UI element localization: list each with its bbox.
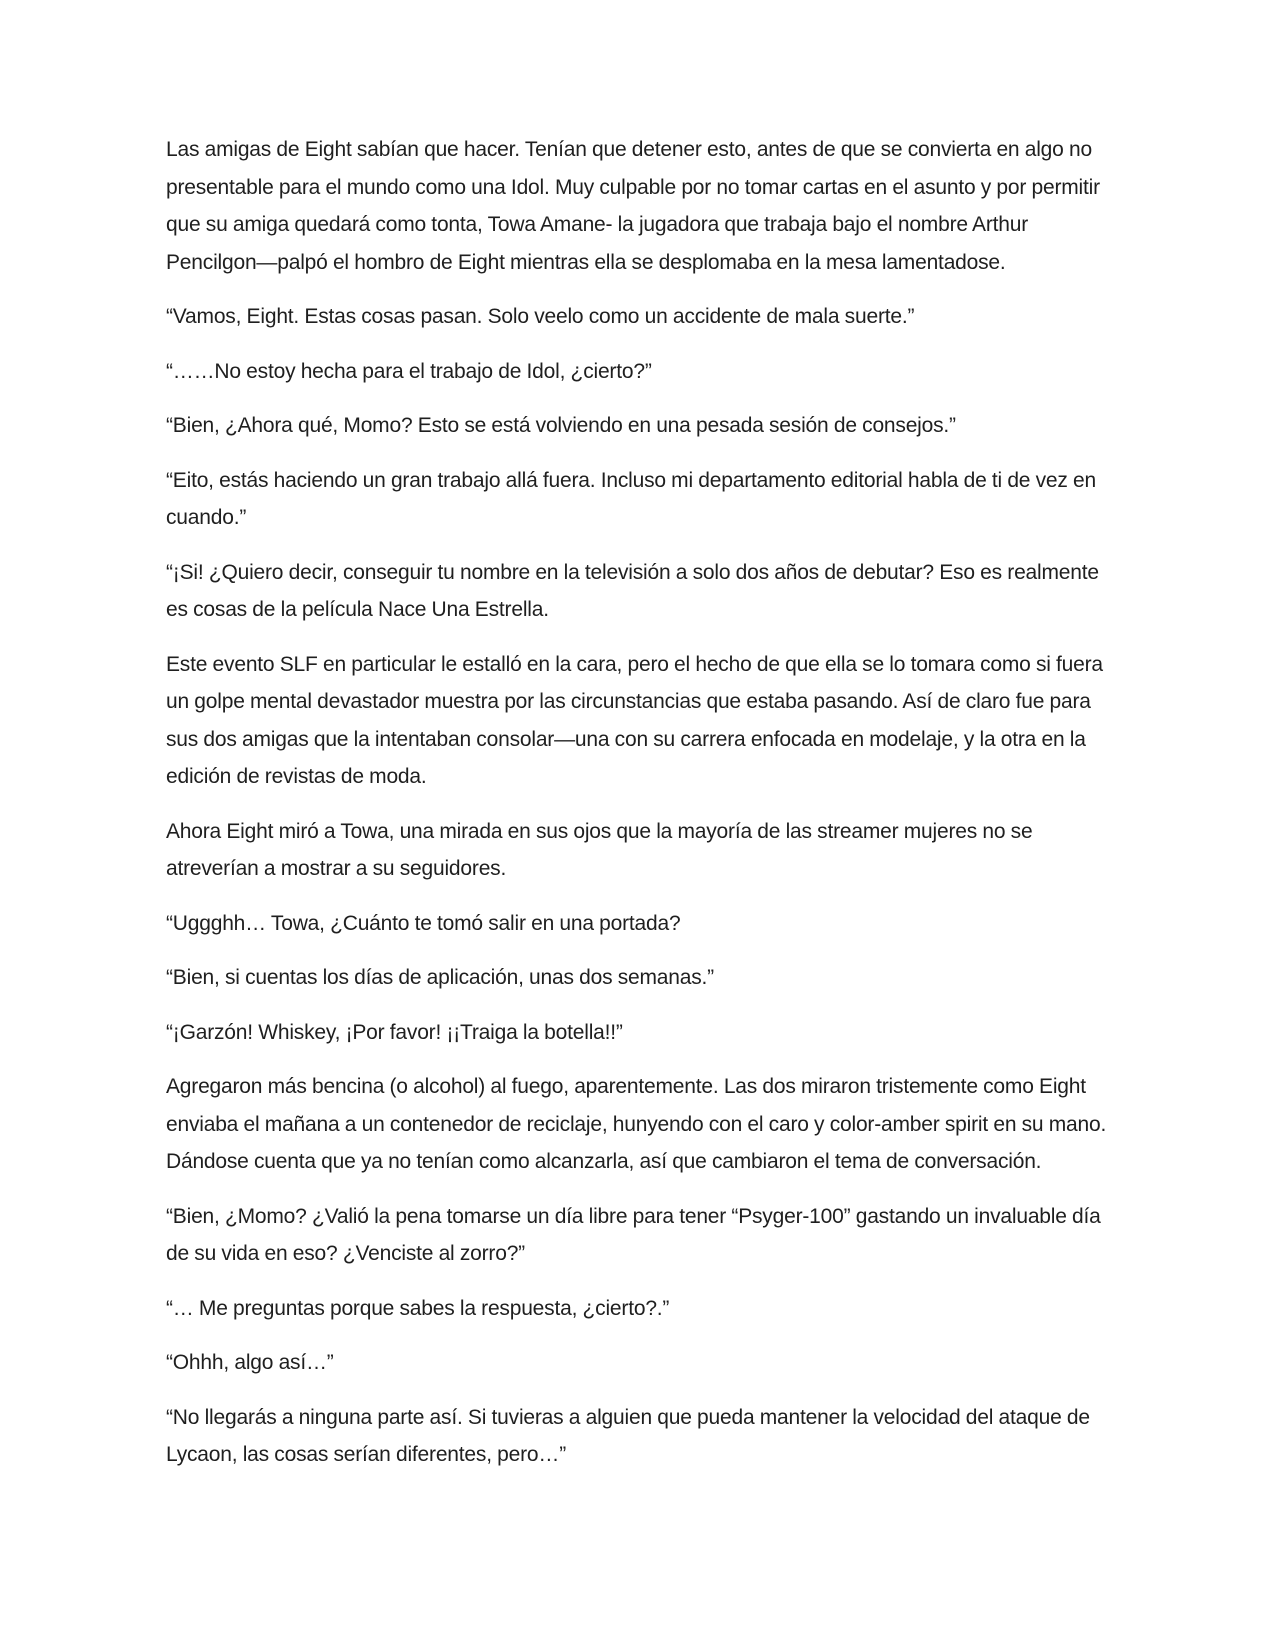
paragraph: “Eito, estás haciendo un gran trabajo allá fuera. Incluso mi departamento editorial habla de ti de vez en cuando.”	[166, 468, 1096, 529]
paragraph: Agregaron más bencina (o alcohol) al fuego, aparentemente. Las dos miraron tristemente como Eight enviaba el mañana a un contenedor de reciclaje, hunyendo con el caro y color-amber spirit en su mano. Dándose cuenta que ya no tenían como alcanzarla, así que cambiaron el tema de conversación.	[166, 1075, 1107, 1173]
paragraph: “No llegarás a ninguna parte así. Si tuvieras a alguien que pueda mantener la velocidad del ataque de Lycaon, las cosas serían diferentes, pero…”	[166, 1405, 1090, 1466]
paragraph: Ahora Eight miró a Towa, una mirada en sus ojos que la mayoría de las streamer mujeres no se atreverían a mostrar a su seguidores.	[166, 819, 1033, 880]
paragraph: Este evento SLF en particular le estalló en la cara, pero el hecho de que ella se lo tomara como si fuera un golpe mental devastador muestra por las circunstancias que estaba pasando. Así de claro fue para sus dos amigas que la intentaban consolar—una con su carrera enfocada en modelaje, y la otra en la edición de revistas de moda.	[166, 652, 1103, 788]
paragraph: “Uggghh… Towa, ¿Cuánto te tomó salir en una portada?	[166, 911, 681, 935]
paragraph: “… Me preguntas porque sabes la respuesta, ¿cierto?.”	[166, 1296, 670, 1320]
paragraph: “Bien, ¿Momo? ¿Valió la pena tomarse un día libre para tener “Psyger-100” gastando un invaluable día de su vida en eso? ¿Venciste al zorro?”	[166, 1204, 1101, 1265]
paragraph: “Bien, si cuentas los días de aplicación, unas dos semanas.”	[166, 966, 714, 989]
paragraph: “¡Si! ¿Quiero decir, conseguir tu nombre en la televisión a solo dos años de debutar? Eso es realmente es cosas de la película Nace Una Estrella.	[166, 560, 1099, 621]
document-body	[166, 131, 1112, 1491]
paragraph: “¡Garzón! Whiskey, ¡Por favor! ¡¡Traiga la botella!!”	[166, 1020, 623, 1044]
paragraph: “Bien, ¿Ahora qué, Momo? Esto se está volviendo en una pesada sesión de consejos.”	[166, 414, 956, 437]
paragraph: “Vamos, Eight. Estas cosas pasan. Solo veelo como un accidente de mala suerte.”	[166, 305, 915, 328]
paragraph: “……No estoy hecha para el trabajo de Idol, ¿cierto?”	[166, 359, 652, 383]
paragraph: “Ohhh, algo así…”	[166, 1351, 334, 1374]
paragraph: Las amigas de Eight sabían que hacer. Tenían que detener esto, antes de que se convierta en algo no presentable para el mundo como una Idol. Muy culpable por no tomar cartas en el asunto y por permitir que su amiga quedará como tonta, Towa Amane- la jugadora que trabaja bajo el nombre Arthur Pencilgon—palpó el hombro de Eight mientras ella se desplomaba en la mesa lamentadose.	[166, 138, 1100, 274]
